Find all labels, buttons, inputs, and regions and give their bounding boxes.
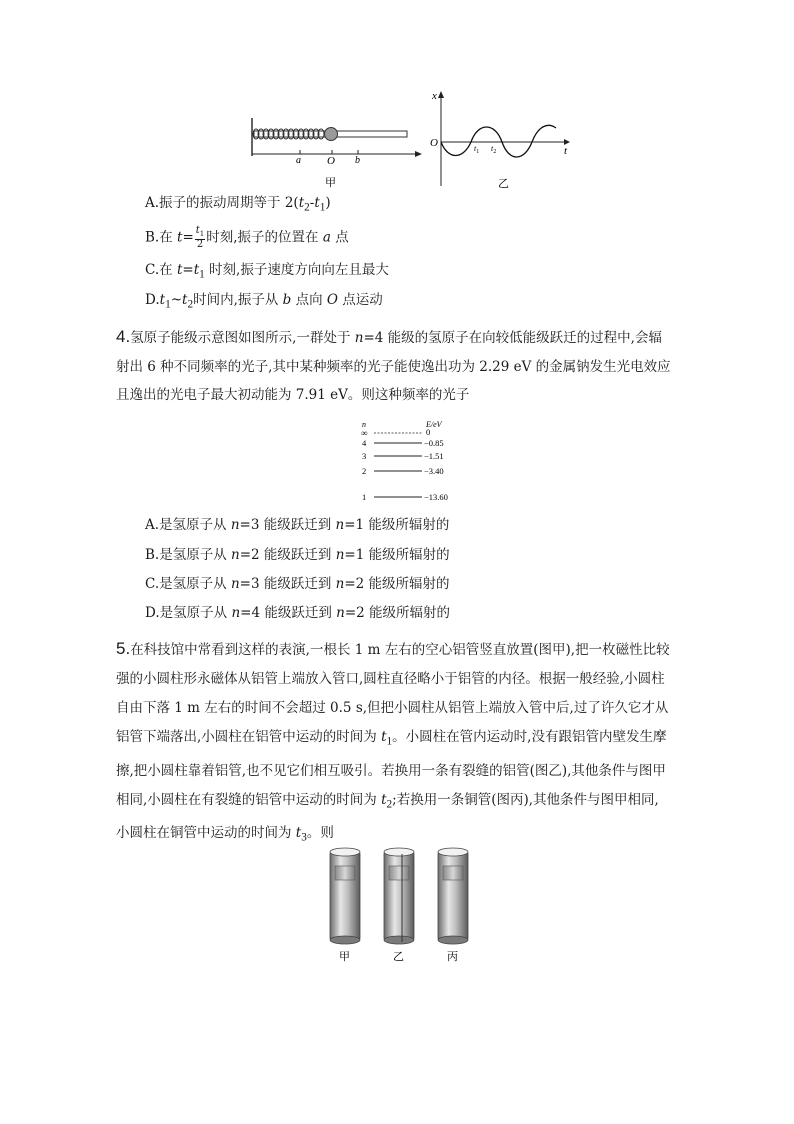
level-n-1: 1 bbox=[362, 492, 367, 502]
level-e-2: −3.40 bbox=[424, 466, 444, 476]
q4-stem: 4.氢原子能级示意图如图所示,一群处于 n=4 能级的氢原子在向较低能级跃迁的过程中,会辐射出 6 种不同频率的光子,其中某种频率的光子能使逸出功为 2.29 eV 的金属钠发生光电效应且逸出的光电子最大初动能为 7.91 eV。则这种频率的光子 bbox=[116, 327, 671, 403]
tube-jia bbox=[330, 848, 360, 944]
tube-caption-bing: 丙 bbox=[447, 951, 458, 963]
graph-t1-label: $t_1$ bbox=[474, 144, 480, 155]
vibration-graph bbox=[428, 88, 578, 192]
magnet-yi bbox=[389, 866, 409, 880]
n-axis-label: n bbox=[362, 420, 366, 429]
tubes-figure bbox=[320, 844, 480, 964]
q3-option-b[interactable]: B.在 t= $\frac{t_1}{2}$ 时刻,振子的位置在 a 点 bbox=[145, 225, 349, 250]
mark-b: b bbox=[355, 155, 360, 166]
level-e-inf: 0 bbox=[426, 427, 431, 437]
figure-caption-jia: 甲 bbox=[325, 177, 336, 189]
fraction-t1-over-2: $\frac{t_1}{2}$ bbox=[195, 225, 205, 250]
figure-caption-yi: 乙 bbox=[498, 178, 509, 190]
level-e-1: −13.60 bbox=[424, 492, 448, 502]
tube-caption-yi: 乙 bbox=[393, 951, 404, 963]
magnet-jia bbox=[335, 866, 355, 880]
graph-x-label: t bbox=[564, 145, 568, 157]
energy-axis-label: E/eV bbox=[426, 420, 442, 429]
sine-curve bbox=[441, 125, 556, 157]
graph-y-label: x bbox=[432, 90, 437, 102]
level-n-4: 4 bbox=[362, 438, 367, 448]
tube-caption-jia: 甲 bbox=[339, 951, 350, 963]
mark-o: O bbox=[327, 155, 335, 167]
energy-level-diagram bbox=[356, 419, 476, 507]
spring-oscillator-figure bbox=[240, 112, 430, 192]
q4-number: 4. bbox=[116, 327, 131, 346]
tube-bing bbox=[438, 848, 468, 944]
level-e-3: −1.51 bbox=[424, 451, 444, 461]
graph-t2-label: $t_2$ bbox=[491, 144, 497, 155]
q4-option-b[interactable]: B.是氢原子从 n=2 能级跃迁到 n=1 能级所辐射的 bbox=[145, 547, 450, 563]
magnet-bing bbox=[443, 866, 463, 880]
q4-option-d[interactable]: D.是氢原子从 n=4 能级跃迁到 n=2 能级所辐射的 bbox=[145, 605, 451, 621]
level-n-2: 2 bbox=[362, 466, 367, 476]
q3-option-a[interactable]: A.振子的振动周期等于 $2(t_2-t_1)$ bbox=[145, 195, 331, 214]
q4-option-a[interactable]: A.是氢原子从 n=3 能级跃迁到 n=1 能级所辐射的 bbox=[145, 517, 450, 533]
oscillator-ball bbox=[325, 128, 338, 141]
q5-stem: 5.在科技馆中常看到这样的表演,一根长 1 m 左右的空心铝管竖直放置(图甲),把一枚磁性比较强的小圆柱形永磁体从铝管上端放入管口,圆柱直径略小于铝管的内径。根据一般经验,小圆柱自由下落 1 m 左右的时间不会超过 0.5 s,但把小圆柱从铝管上端放入管中后,过了许久它才从铝管下端落出,小圆柱在铝管中运动的时间为 $t_1$。小圆柱在管内运动时,没有跟铝管内壁发生摩擦,把小圆柱靠着铝管,也不见它们相互吸引。若换用一条有裂缝的铝管(图乙),其他条件与图甲相同,小圆柱在有裂缝的铝管中运动的时间为 $t_2$;若换用一条铜管(图丙),其他条件与图甲相同,小圆柱在铜管中运动的时间为 $t_3$。则 bbox=[116, 639, 670, 845]
level-e-4: −0.85 bbox=[424, 438, 444, 448]
q3-option-d[interactable]: $D.t_1\sim t_2$时间内,振子从 b 点向 O 点运动 bbox=[145, 292, 383, 311]
tube-yi bbox=[384, 848, 414, 944]
level-n-inf: ∞ bbox=[361, 428, 368, 438]
level-n-3: 3 bbox=[362, 451, 367, 461]
mark-a: a bbox=[296, 155, 301, 166]
q5-number: 5. bbox=[116, 639, 131, 658]
q3-option-c[interactable]: C.在 $t=t_1$ 时刻,振子速度方向向左且最大 bbox=[145, 262, 389, 281]
q4-option-c[interactable]: C.是氢原子从 n=3 能级跃迁到 n=2 能级所辐射的 bbox=[145, 576, 450, 592]
graph-origin-label: O bbox=[430, 137, 438, 149]
